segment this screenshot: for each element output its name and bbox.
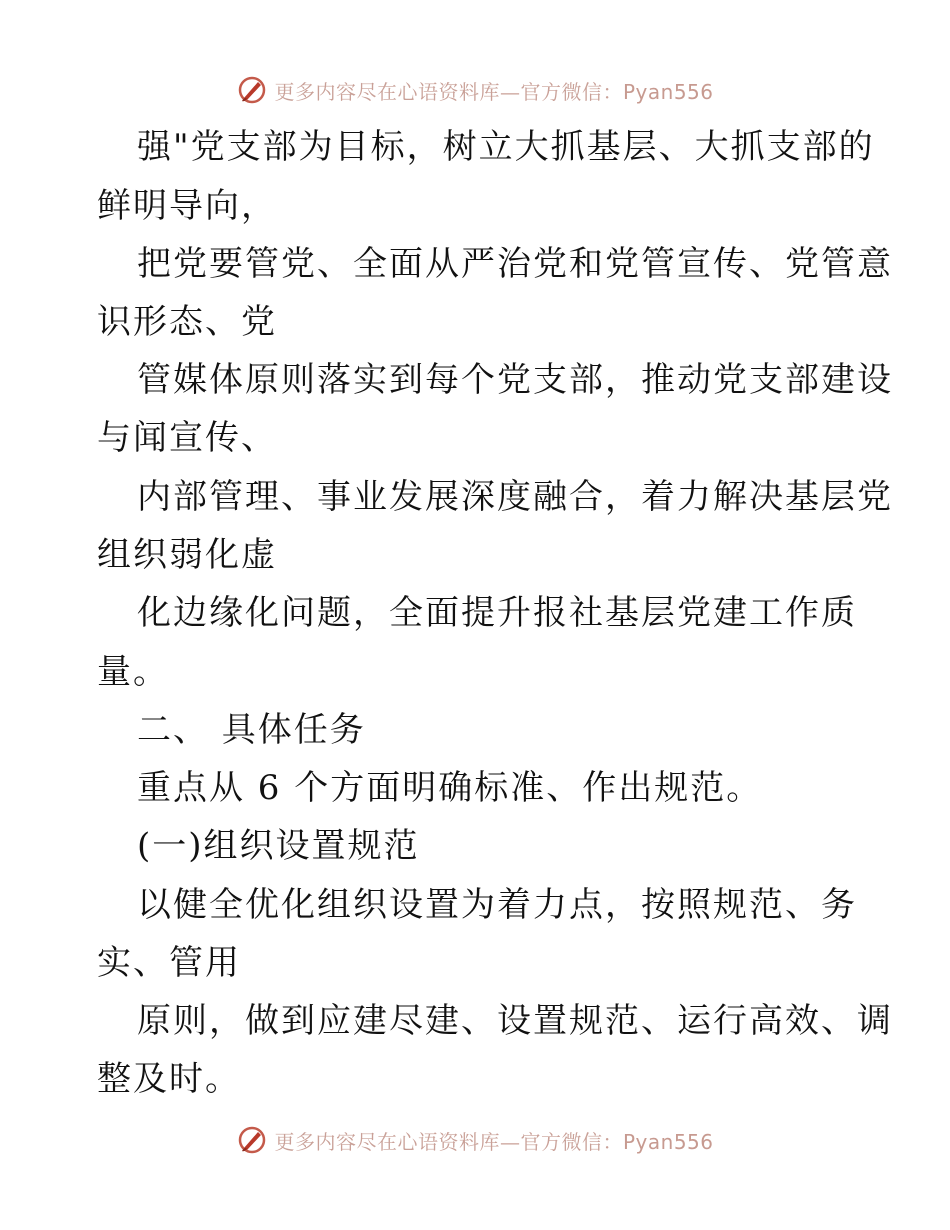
paragraph-line: 强"党支部为目标，树立大抓基层、大抓支部的: [137, 127, 875, 167]
paragraph-line: 把党要管党、全面从严治党和党管宣传、党管意: [137, 244, 893, 284]
paragraph-line: 内部管理、事业发展深度融合，着力解决基层党: [137, 477, 893, 517]
subsection-heading: (一)组织设置规范: [137, 826, 420, 866]
paragraph-line: 识形态、党: [97, 302, 277, 342]
paragraph-line: 以健全优化组织设置为着力点，按照规范、务: [137, 885, 857, 925]
paragraph-line: 原则，做到应建尽建、设置规范、运行高效、调: [137, 1001, 893, 1041]
paragraph-line: 鲜明导向，: [97, 186, 277, 226]
paragraph-line: 量。: [97, 652, 169, 692]
brush-logo-icon: [236, 1124, 268, 1156]
watermark-text: 更多内容尽在心语资料库—官方微信：Pyan556: [274, 1129, 714, 1154]
paragraph-line: 化边缘化问题，全面提升报社基层党建工作质: [137, 593, 857, 633]
section-heading: 二、 具体任务: [137, 710, 366, 750]
footer-watermark: [0, 1120, 950, 1160]
paragraph-line: 组织弱化虚: [97, 535, 277, 575]
brush-logo-icon: [236, 74, 268, 106]
paragraph-line: 整及时。: [97, 1059, 241, 1099]
paragraph-line: 实、管用: [97, 943, 241, 983]
paragraph-line: 与闻宣传、: [97, 418, 277, 458]
paragraph-line: 重点从 6 个方面明确标准、作出规范。: [137, 768, 763, 808]
header-watermark: [0, 70, 950, 110]
paragraph-line: 管媒体原则落实到每个党支部，推动党支部建设: [137, 360, 893, 400]
watermark-text: 更多内容尽在心语资料库—官方微信：Pyan556: [274, 79, 714, 104]
